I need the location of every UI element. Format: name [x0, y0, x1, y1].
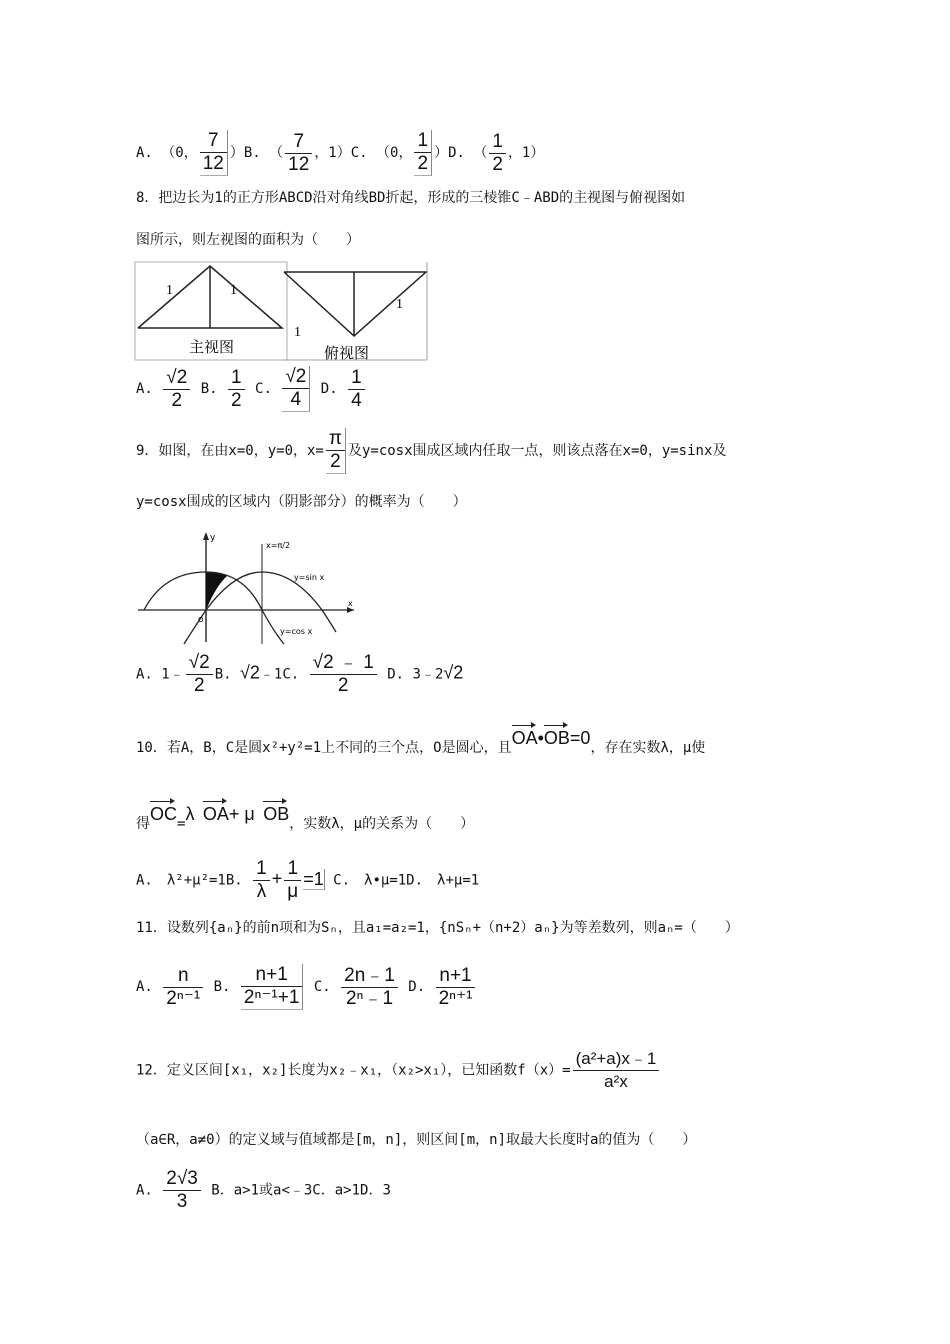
x-pi-label: x=π/2: [266, 541, 291, 550]
q7-c-fraction: $\frac{1}{2}$: [414, 130, 432, 176]
y-axis-label: y: [210, 533, 216, 543]
q9-line2: y=cosx围成的区域内（阴影部分）的概率为（ ）: [136, 494, 467, 510]
q10-options: A. λ²+μ²=1B. $\frac{1}{\lambda}$ + $\frac{1}{\mu}$ =1 C. λ•μ=1D. λ+μ=1: [136, 858, 480, 902]
q9-pi-fraction: $\frac{\pi}{2}$: [326, 428, 346, 474]
q11-line1: 11．设数列{aₙ}的前n项和为Sₙ，且a₁=a₂=1，{nSₙ+（n+2）aₙ}为等差数列，则aₙ=（ ）: [136, 920, 739, 936]
x-axis-label: x: [348, 599, 353, 608]
q10-line1: 10．若A，B，C是圆x²+y²=1上不同的三个点，O是圆心，且OA•OB=0，存在实数λ，μ使: [136, 724, 705, 758]
top-side-label-left: 1: [294, 325, 301, 340]
q8-b-fraction: $\frac{1}{2}$: [228, 367, 245, 412]
q10-line2: 得OC=λ OA+ μ OB，实数λ，μ的关系为（ ）: [136, 800, 474, 834]
front-side-label-right: 1: [230, 283, 237, 298]
front-view-label: 主视图: [189, 338, 235, 356]
q7-d-fraction: $\frac{1}{2}$: [489, 131, 506, 176]
q9-figure: [134, 528, 358, 646]
q9-options: A. 1﹣ $\frac{√2}{2}$ B. √2﹣1C. $\frac{√2 ﹣ 1}{2}$ D. 3﹣2√2: [136, 652, 464, 696]
top-side-label-right: 1: [396, 297, 403, 312]
q8-d-fraction: $\frac{1}{4}$: [348, 367, 365, 412]
q8-figure: [134, 260, 430, 364]
q7-a-fraction: $\frac{7}{12}$: [200, 130, 228, 176]
q12-line1: 12．定义区间[x₁，x₂]长度为x₂﹣x₁，（x₂>x₁），已知函数f（x）= $\frac{\text{(a²+a)x﹣1}}{\text{a²x}}$: [136, 1048, 661, 1093]
cos-label: y=cos x: [280, 627, 313, 636]
q12-options: A. $\frac{2√3}{3}$ B．a>1或a<﹣3C．a>1D．3: [136, 1168, 391, 1212]
q8-line2: 图所示，则左视图的面积为（ ）: [136, 232, 360, 248]
q8-c-fraction: $\frac{√2}{4}$: [282, 366, 310, 412]
origin-label: O: [198, 616, 204, 624]
sin-label: y=sin x: [294, 573, 325, 582]
q9-c-fraction: $\frac{√2 ﹣ 1}{2}$: [310, 652, 377, 697]
top-view-triangle: [284, 272, 426, 336]
q12-line2: （a∈R，a≠0）的定义域与值域都是[m，n]，则区间[m，n]取最大长度时a的值为（ ）: [136, 1132, 697, 1148]
front-side-label-left: 1: [166, 283, 173, 298]
top-view-label: 俯视图: [324, 344, 370, 362]
q8-line1: 8．把边长为1的正方形ABCD沿对角线BD折起，形成的三棱锥C﹣ABD的主视图与俯视图如: [136, 190, 686, 206]
shaded-region: [206, 572, 227, 610]
q8-options: A. $\frac{√2}{2}$ B. $\frac{1}{2}$ C. $\frac{√2}{4}$ D. $\frac{1}{4}$: [136, 366, 367, 412]
q7-options: A. （0， $\frac{7}{12}$ ）B. （ $\frac{7}{12}$ ，1）C. （0， $\frac{1}{2}$ ）D. （ $\frac{1}{2}$ ，1）: [136, 130, 545, 175]
q12-f-fraction: $\frac{\text{(a²+a)x﹣1}}{\text{a²x}}$: [573, 1048, 660, 1093]
q9-line1: 9．如图，在由x=0，y=0，x= $\frac{\pi}{2}$ 及y=cosx围成区域内任取一点，则该点落在x=0，y=sinx及: [136, 428, 727, 472]
q11-options: A. $\frac{n}{\text{2ⁿ⁻¹}}$ B. $\frac{n+1}{\text{2ⁿ⁻¹+1}}$ C. $\frac{2n﹣1}{\text{2ⁿ﹣1}}$ D. $\frac{n+1}{\text{2ⁿ⁺¹}}$: [136, 964, 477, 1010]
q7-b-fraction: $\frac{7}{12}$: [285, 131, 312, 176]
q9-a-fraction: $\frac{√2}{2}$: [186, 652, 213, 697]
q8-a-fraction: $\frac{√2}{2}$: [163, 367, 190, 412]
